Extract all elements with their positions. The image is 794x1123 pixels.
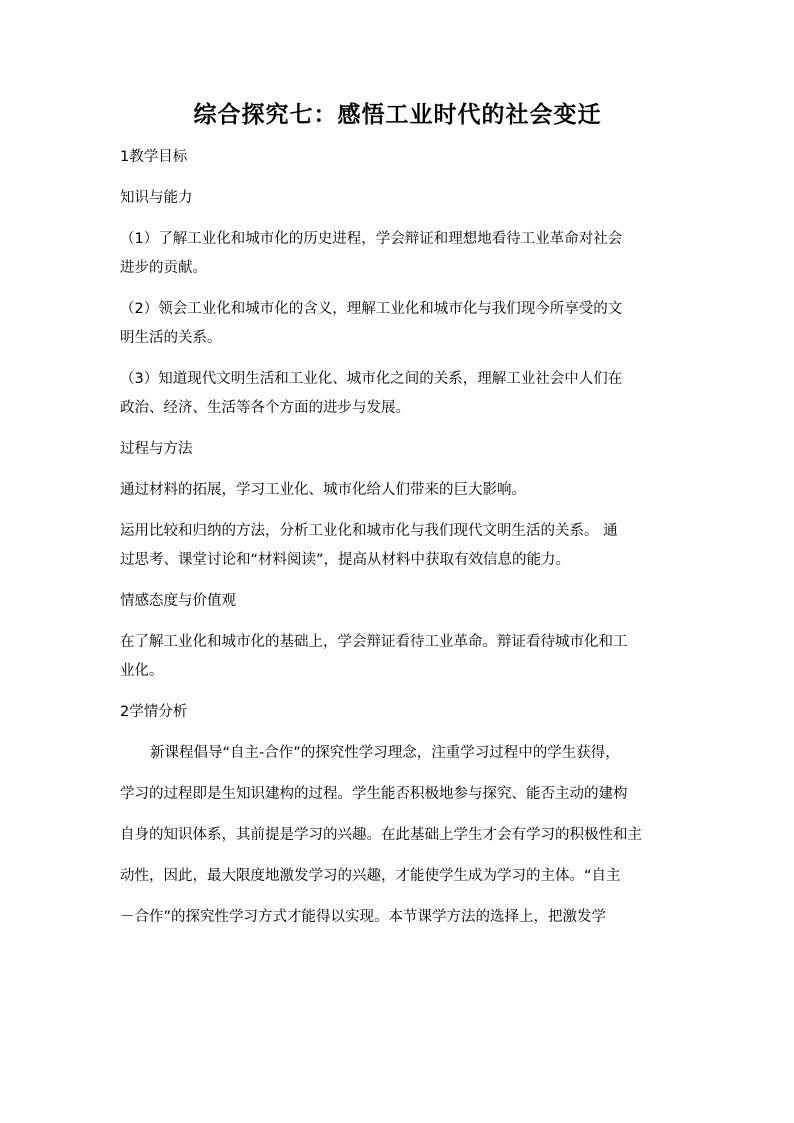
process-paragraph-2-line-2: 过思考、课堂讨论和“材料阅读”，提高从材料中获取有效信息的能力。	[120, 552, 571, 568]
objective-1	[120, 225, 675, 283]
objective-3-line-1: （3）知道现代文明生活和工业化、城市化之间的关系，理解工业社会中人们在	[120, 371, 623, 387]
objective-1-line-2: 进步的贡献。	[120, 260, 207, 276]
analysis-paragraph-line-2: 学习的过程即是生知识建构的过程。学生能否积极地参与探究、能否主动的建构	[120, 786, 628, 802]
analysis-paragraph-line-1: 新课程倡导“自主-合作”的探究性学习理念，注重学习过程中的学生获得，	[150, 745, 620, 761]
analysis-paragraph-line-3: 自身的知识体系，其前提是学习的兴趣。在此基础上学生才会有学习的积极性和主	[120, 827, 642, 843]
process-paragraph-1: 通过材料的拓展，学习工业化、城市化给人们带来的巨大影响。	[120, 482, 526, 498]
objective-3	[120, 365, 675, 423]
process-paragraph-2-line-1: 运用比较和归纳的方法，分析工业化和城市化与我们现代文明生活的关系。 通	[120, 523, 618, 539]
analysis-paragraph	[120, 739, 675, 932]
emotion-paragraph-line-2: 业化。	[120, 663, 164, 679]
emotion-paragraph	[120, 628, 675, 686]
process-paragraph-2	[120, 517, 675, 575]
analysis-paragraph-line-5: －合作”的探究性学习方式才能得以实现。本节课学方法的选择上，把激发学	[120, 909, 607, 925]
subheading-knowledge-ability: 知识与能力	[120, 190, 193, 206]
section-heading-teaching-goals: 1教学目标	[120, 149, 188, 165]
objective-2	[120, 295, 675, 353]
subheading-emotion-values: 情感态度与价值观	[120, 593, 236, 609]
objective-1-line-1: （1）了解工业化和城市化的历史进程，学会辩证和理想地看待工业革命对社会	[120, 231, 623, 247]
document-body	[120, 143, 675, 932]
document-title: 综合探究七：感悟工业时代的社会变迁	[193, 101, 602, 128]
analysis-paragraph-line-4: 动性，因此，最大限度地激发学习的兴趣，才能使学生成为学习的主体。“自主	[120, 868, 621, 884]
objective-3-line-2: 政治、经济、生活等各个方面的进步与发展。	[120, 400, 410, 416]
emotion-paragraph-line-1: 在了解工业化和城市化的基础上，学会辩证看待工业革命。辩证看待城市化和工	[120, 634, 628, 650]
section-heading-student-analysis: 2学情分析	[120, 704, 188, 720]
objective-2-line-1: （2）领会工业化和城市化的含义，理解工业化和城市化与我们现今所享受的文	[120, 301, 623, 317]
objective-2-line-2: 明生活的关系。	[120, 330, 222, 346]
subheading-process-method: 过程与方法	[120, 441, 193, 457]
